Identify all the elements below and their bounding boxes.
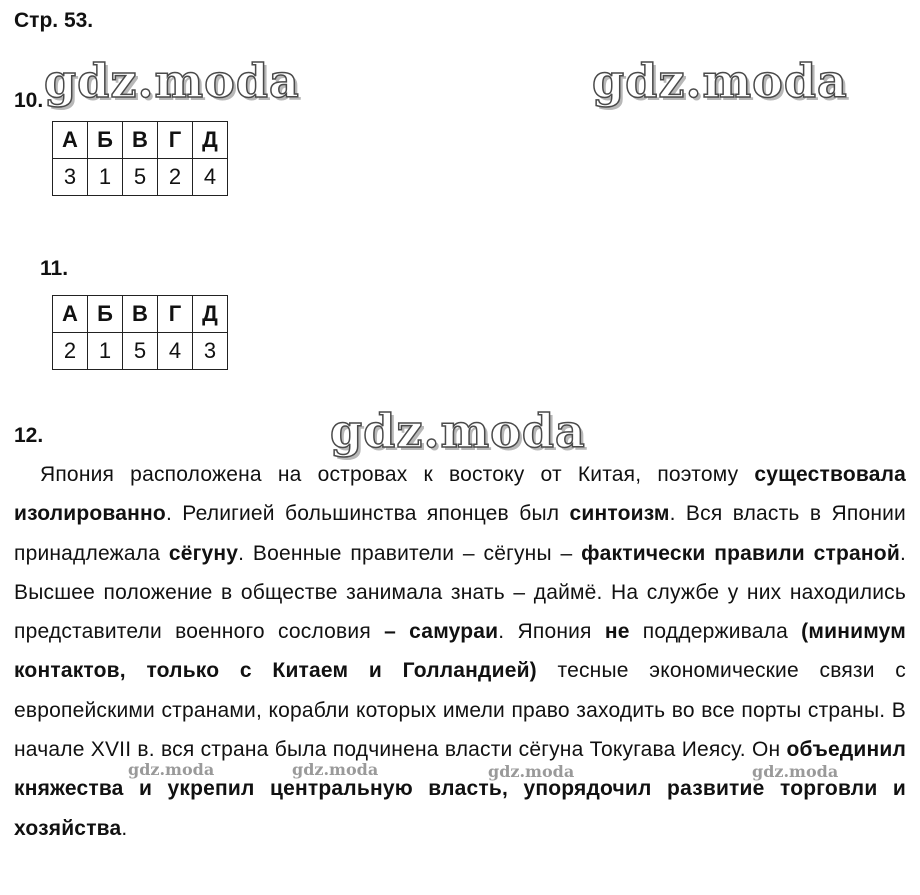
text-segment: Япония расположена на островах к востоку от Китая, поэтому xyxy=(40,463,755,486)
header-cell: Б xyxy=(88,296,123,333)
value-cell: 1 xyxy=(88,159,123,196)
watermark: gdz.moda xyxy=(592,54,848,108)
task-12-number: 12. xyxy=(14,424,44,447)
bold-segment: – самураи xyxy=(384,620,499,644)
text-segment: . xyxy=(121,816,128,840)
task-10-number: 10. xyxy=(14,89,44,112)
watermark: gdz.moda xyxy=(292,760,379,779)
task-12-answer-text xyxy=(14,455,906,848)
bold-segment: фактически правили страной xyxy=(581,541,900,565)
header-cell: А xyxy=(53,296,88,333)
text-segment: . Япония xyxy=(498,620,605,644)
bold-segment: синтоизм xyxy=(569,502,670,526)
watermark: gdz.moda xyxy=(752,762,839,781)
watermark: gdz.moda xyxy=(330,404,586,458)
header-cell: Д xyxy=(193,122,228,159)
bold-segment: (минимум контактов, только с Китаем и Голландией) xyxy=(14,620,906,683)
value-cell: 3 xyxy=(193,333,228,370)
text-segment: . Религией большинства японцев был xyxy=(165,502,570,526)
value-cell: 5 xyxy=(123,159,158,196)
value-cell: 2 xyxy=(158,159,193,196)
header-cell: Б xyxy=(88,122,123,159)
table-header-row xyxy=(53,296,228,333)
text-segment: тесные экономические связи с европейскими странами, корабли которых имели право заходить во все порты страны. В начале XVII в. вся страна была подчинена власти сёгуна Токугава Иеясу. Он xyxy=(14,659,906,762)
task-11-number: 11. xyxy=(40,257,69,280)
watermark: gdz.moda xyxy=(488,762,575,781)
header-cell: Г xyxy=(158,122,193,159)
value-cell: 5 xyxy=(123,333,158,370)
header-cell: А xyxy=(53,122,88,159)
value-cell: 3 xyxy=(53,159,88,196)
value-cell: 1 xyxy=(88,333,123,370)
text-segment: . Вся власть в Японии принадлежала xyxy=(14,502,906,565)
text-segment: поддерживала xyxy=(629,620,802,644)
bold-segment: объединил княжества и укрепил центральную власть, упорядочил развитие торговли и хозяйства xyxy=(14,738,906,840)
table-row xyxy=(53,333,228,370)
table-row xyxy=(53,159,228,196)
task-10-answer-table xyxy=(52,121,228,196)
header-cell: В xyxy=(123,122,158,159)
header-cell: Д xyxy=(193,296,228,333)
bold-segment: сёгуну xyxy=(168,541,239,565)
value-cell: 4 xyxy=(193,159,228,196)
task-11-answer-table xyxy=(52,295,228,370)
text-segment: . Военные правители – сёгуны – xyxy=(238,541,582,565)
header-cell: В xyxy=(123,296,158,333)
watermark: gdz.moda xyxy=(128,760,215,779)
header-cell: Г xyxy=(158,296,193,333)
value-cell: 4 xyxy=(158,333,193,370)
watermark: gdz.moda xyxy=(44,54,300,108)
bold-segment: не xyxy=(604,620,630,644)
bold-segment: существовала изолированно xyxy=(14,463,906,526)
table-header-row xyxy=(53,122,228,159)
text-segment: . Высшее положение в обществе занимала знать – даймё. На службе у них находились представители военного сословия xyxy=(14,541,906,644)
value-cell: 2 xyxy=(53,333,88,370)
page-label: Стр. 53. xyxy=(14,9,94,32)
